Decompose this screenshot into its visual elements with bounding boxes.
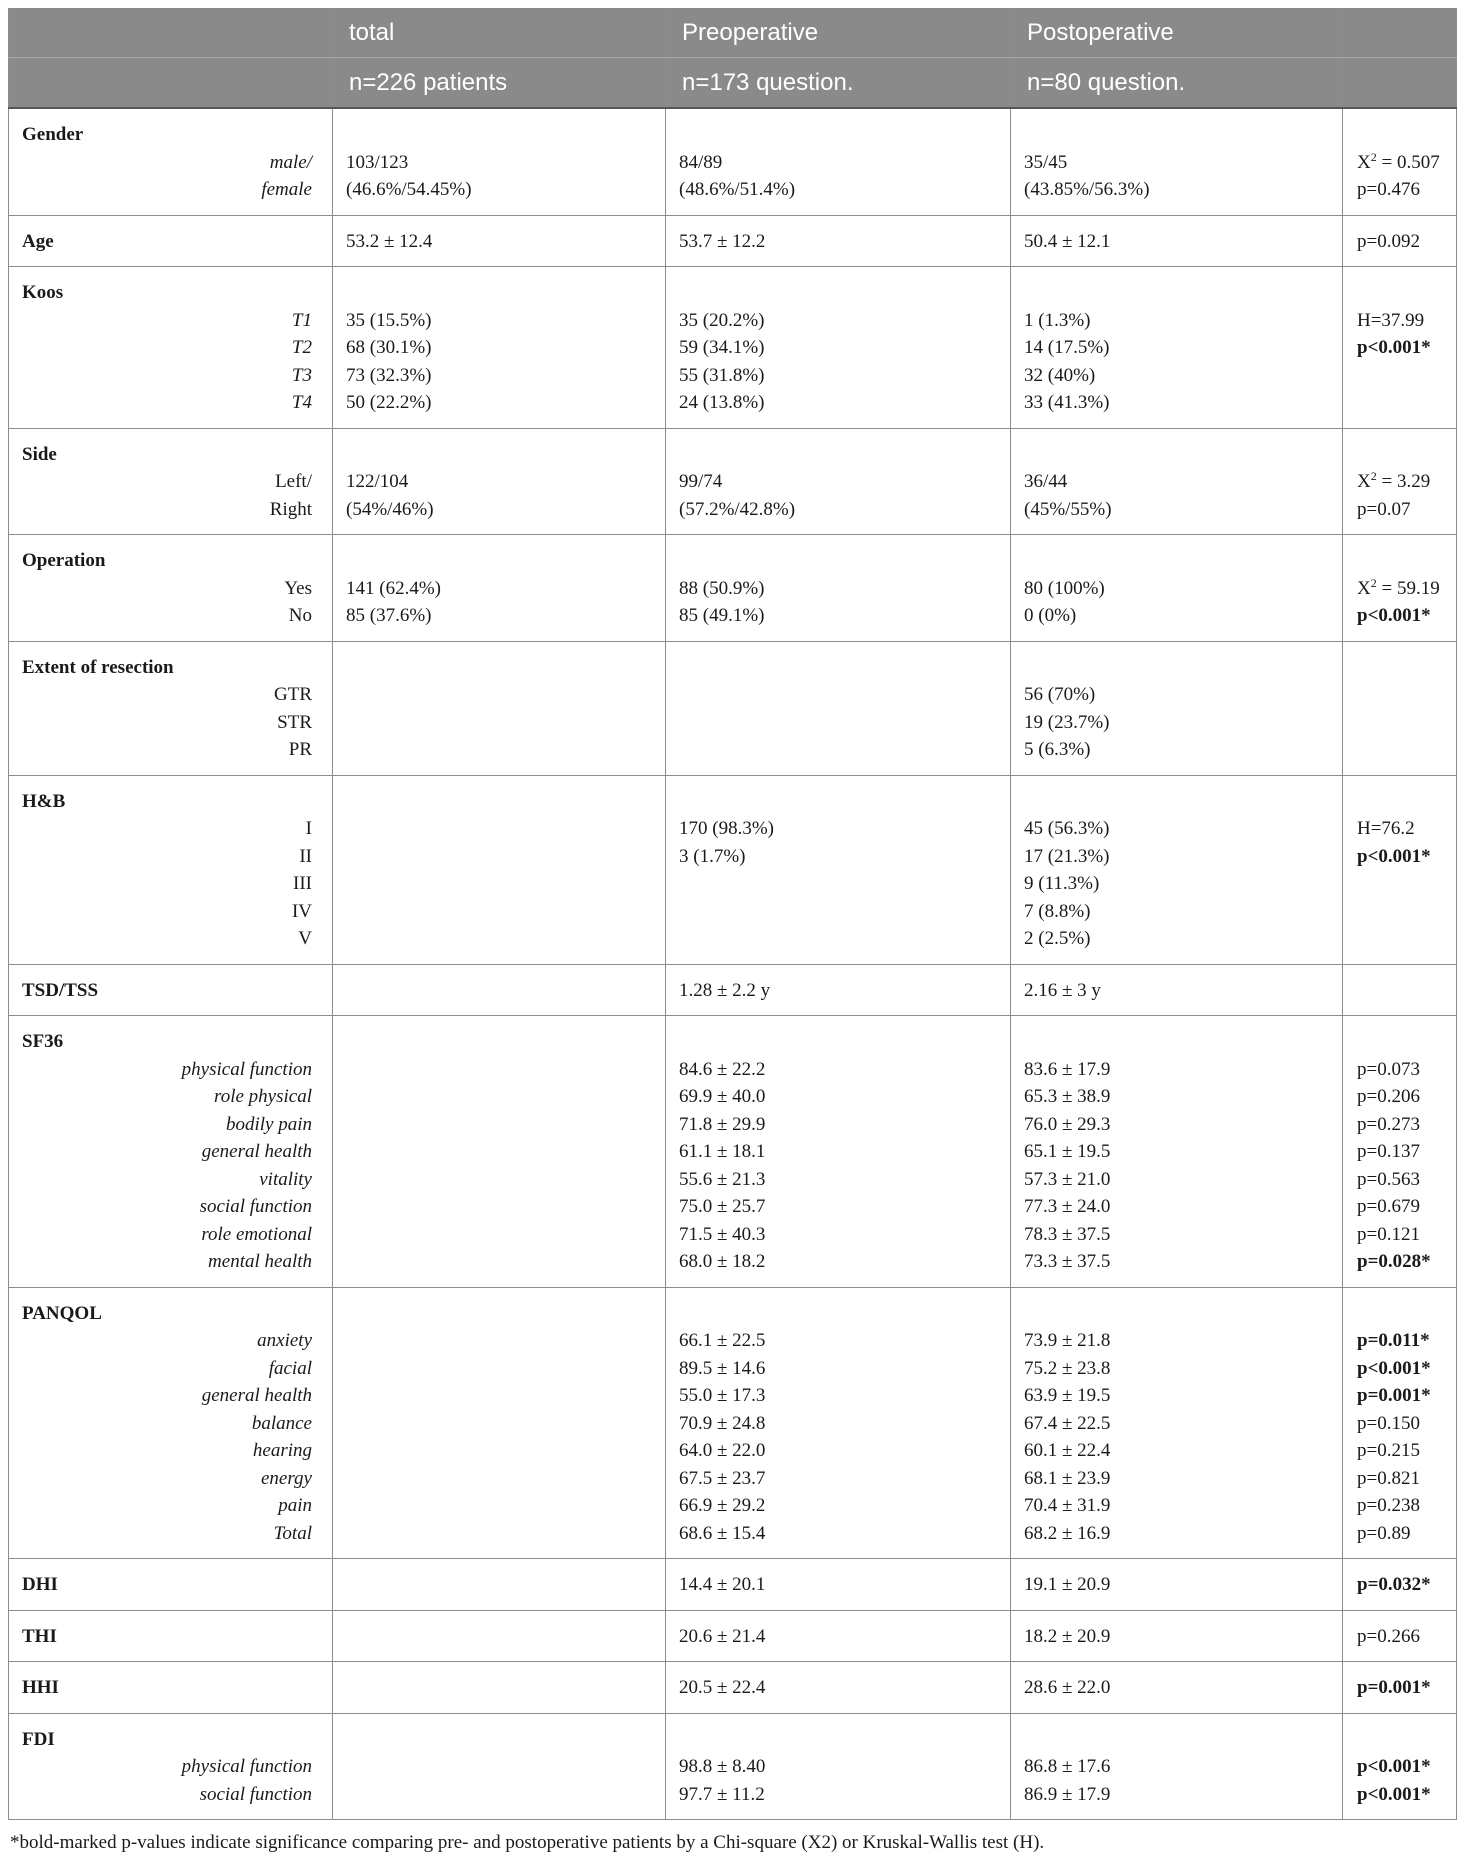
table-row (9, 1662, 1457, 1714)
p-value: p=0.07 (1357, 498, 1411, 520)
header-cell (9, 8, 333, 58)
preoperative-cell (666, 1287, 1011, 1559)
postoperative-cell (1011, 641, 1343, 775)
row-sublabel: general health (201, 1141, 312, 1162)
row-sublabel: T2 (291, 337, 312, 358)
postoperative-cell (1011, 108, 1343, 215)
row-label-cell (9, 641, 333, 775)
cell-value: 80 (100%) (1024, 577, 1105, 599)
p-value: p<0.001* (1357, 1357, 1431, 1379)
data-table (8, 8, 1457, 1820)
cell-value: 170 (98.3%) (679, 818, 774, 839)
row-label-cell (9, 1610, 333, 1662)
cell-value: 18.2 ± 20.9 (1024, 1625, 1111, 1647)
cell-value: (45%/55%) (1024, 498, 1112, 520)
cell-value: 89.5 ± 14.6 (679, 1357, 766, 1379)
p-value: p=0.092 (1357, 230, 1420, 252)
row-sublabel: mental health (208, 1251, 312, 1272)
cell-value: 14 (17.5%) (1024, 337, 1110, 358)
cell-value: 17 (21.3%) (1024, 845, 1110, 867)
table-row (9, 108, 1457, 215)
cell-value: (46.6%/54.45%) (346, 179, 472, 200)
row-sublabel: social function (199, 1196, 312, 1217)
row-label-cell (9, 1559, 333, 1611)
cell-value: 57.3 ± 21.0 (1024, 1168, 1111, 1190)
table-row (9, 535, 1457, 642)
cell-value: 53.7 ± 12.2 (679, 230, 766, 252)
row-label: TSD/TSS (22, 979, 99, 1001)
p-value: p=0.137 (1357, 1141, 1420, 1162)
header-cell: n=80 question. (1011, 58, 1343, 109)
row-sublabel: PR (288, 739, 312, 760)
postoperative-cell (1011, 215, 1343, 267)
total-cell (333, 1610, 666, 1662)
test-statistic: $X^2 = 3.29$ (1357, 469, 1431, 492)
cell-value: 50.4 ± 12.1 (1024, 230, 1111, 252)
p-value: p=0.001* (1357, 1385, 1431, 1406)
total-cell (333, 1559, 666, 1611)
cell-value: 86.9 ± 17.9 (1024, 1783, 1111, 1805)
total-cell (333, 1016, 666, 1288)
cell-value: 53.2 ± 12.4 (346, 230, 433, 252)
table-row (9, 641, 1457, 775)
cell-value: 0 (0%) (1024, 605, 1077, 626)
p-value: p=0.011* (1357, 1330, 1430, 1351)
row-sublabel: hearing (252, 1440, 312, 1461)
row-label: DHI (22, 1574, 58, 1595)
cell-value: 66.9 ± 29.2 (679, 1495, 766, 1516)
cell-value: 60.1 ± 22.4 (1024, 1440, 1111, 1461)
cell-value: 35/45 (1024, 151, 1068, 173)
row-label: Koos (22, 282, 64, 303)
cell-value: 77.3 ± 24.0 (1024, 1196, 1111, 1217)
cell-value: 68.0 ± 18.2 (679, 1251, 766, 1272)
row-sublabel: IV (291, 900, 312, 922)
test-statistic: $X^2 = 59.19$ (1357, 575, 1440, 599)
cell-value: 50 (22.2%) (346, 392, 432, 413)
row-label: FDI (22, 1728, 55, 1750)
row-sublabel: III (293, 873, 312, 894)
row-sublabel: Yes (284, 577, 312, 599)
row-sublabel: male/ (269, 151, 312, 173)
p-value: p<0.001* (1357, 1756, 1431, 1777)
row-sublabel: physical function (181, 1756, 312, 1777)
total-cell (333, 1287, 666, 1559)
cell-value: 84/89 (679, 151, 723, 173)
cell-value: 33 (41.3%) (1024, 392, 1110, 413)
preoperative-cell (666, 108, 1011, 215)
cell-value: 32 (40%) (1024, 364, 1096, 386)
row-sublabel: II (299, 845, 312, 867)
cell-value: 66.1 ± 22.5 (679, 1330, 766, 1351)
cell-value: 71.8 ± 29.9 (679, 1113, 766, 1135)
p-value: p<0.001* (1357, 1783, 1431, 1805)
cell-value: 76.0 ± 29.3 (1024, 1113, 1111, 1135)
row-label-cell (9, 964, 333, 1016)
cell-value: 24 (13.8%) (679, 392, 765, 413)
cell-value: 3 (1.7%) (679, 845, 746, 867)
row-sublabel: role physical (214, 1086, 312, 1107)
row-label: THI (22, 1625, 57, 1647)
cell-value: 2.16 ± 3 y (1024, 979, 1101, 1001)
cell-value: 73 (32.3%) (346, 364, 432, 386)
p-value: p=0.266 (1357, 1625, 1420, 1647)
preoperative-cell (666, 535, 1011, 642)
row-sublabel: female (261, 179, 312, 200)
total-cell (333, 267, 666, 429)
p-value: p=0.001* (1357, 1677, 1431, 1698)
p-value-cell (1343, 428, 1457, 535)
cell-value: 88 (50.9%) (679, 577, 765, 599)
cell-value: 86.8 ± 17.6 (1024, 1756, 1111, 1777)
row-label: Gender (22, 124, 84, 145)
header-row-1 (9, 8, 1457, 58)
cell-value: 1 (1.3%) (1024, 309, 1091, 331)
cell-value: 71.5 ± 40.3 (679, 1223, 766, 1245)
row-sublabel: anxiety (257, 1330, 312, 1351)
cell-value: (48.6%/51.4%) (679, 179, 796, 200)
p-value: p=0.206 (1357, 1086, 1420, 1107)
header-cell: n=173 question. (666, 58, 1011, 109)
p-value: p=0.121 (1357, 1223, 1420, 1245)
table-row (9, 215, 1457, 267)
cell-value: 78.3 ± 37.5 (1024, 1223, 1111, 1245)
cell-value: 67.5 ± 23.7 (679, 1467, 766, 1489)
row-sublabel: physical function (181, 1058, 312, 1080)
row-label-cell (9, 215, 333, 267)
preoperative-cell (666, 964, 1011, 1016)
cell-value: 67.4 ± 22.5 (1024, 1412, 1111, 1434)
cell-value: 36/44 (1024, 471, 1068, 492)
row-label: Side (22, 443, 57, 465)
postoperative-cell (1011, 1287, 1343, 1559)
row-label-cell (9, 535, 333, 642)
cell-value: 35 (20.2%) (679, 309, 765, 331)
row-sublabel: bodily pain (225, 1113, 312, 1135)
cell-value: (57.2%/42.8%) (679, 498, 796, 520)
p-value-cell (1343, 775, 1457, 964)
preoperative-cell (666, 1662, 1011, 1714)
row-sublabel: role emotional (201, 1223, 312, 1245)
row-sublabel: GTR (274, 684, 312, 705)
row-sublabel: energy (261, 1467, 312, 1489)
row-label-cell (9, 1662, 333, 1714)
cell-value: 35 (15.5%) (346, 309, 432, 331)
cell-value: 19 (23.7%) (1024, 711, 1110, 733)
preoperative-cell (666, 215, 1011, 267)
p-value: p=0.476 (1357, 179, 1420, 200)
postoperative-cell (1011, 535, 1343, 642)
header-cell: total (333, 8, 666, 58)
postoperative-cell (1011, 1610, 1343, 1662)
row-sublabel: T3 (291, 364, 312, 386)
cell-value: 20.5 ± 22.4 (679, 1677, 766, 1698)
total-cell (333, 641, 666, 775)
row-label-cell (9, 1287, 333, 1559)
table-row (9, 1016, 1457, 1288)
cell-value: 55.6 ± 21.3 (679, 1168, 766, 1190)
cell-value: 69.9 ± 40.0 (679, 1086, 766, 1107)
p-value-cell (1343, 1610, 1457, 1662)
row-sublabel: I (305, 818, 312, 839)
cell-value: 122/104 (346, 471, 409, 492)
p-value: p=0.821 (1357, 1467, 1420, 1489)
cell-value: 55.0 ± 17.3 (679, 1385, 766, 1406)
cell-value: 56 (70%) (1024, 684, 1096, 705)
row-label: Age (22, 230, 54, 252)
header-cell: Postoperative (1011, 8, 1343, 58)
table-row (9, 1713, 1457, 1820)
table-row (9, 1610, 1457, 1662)
total-cell (333, 1713, 666, 1820)
cell-value: 14.4 ± 20.1 (679, 1574, 766, 1595)
row-sublabel: Left/ (275, 471, 312, 492)
p-value: p=0.273 (1357, 1113, 1420, 1135)
cell-value: 103/123 (346, 151, 409, 173)
postoperative-cell (1011, 267, 1343, 429)
header-cell: Preoperative (666, 8, 1011, 58)
p-value-cell (1343, 1713, 1457, 1820)
cell-value: 85 (37.6%) (346, 605, 432, 626)
row-sublabel: vitality (259, 1168, 312, 1190)
cell-value: 59 (34.1%) (679, 337, 765, 358)
cell-value: 20.6 ± 21.4 (679, 1625, 766, 1647)
cell-value: 70.9 ± 24.8 (679, 1412, 766, 1434)
row-label: Extent of resection (22, 656, 174, 678)
row-label: H&B (22, 790, 66, 812)
cell-value: 99/74 (679, 471, 723, 492)
preoperative-cell (666, 1016, 1011, 1288)
preoperative-cell (666, 428, 1011, 535)
p-value: p<0.001* (1357, 337, 1431, 358)
preoperative-cell (666, 1610, 1011, 1662)
p-value: p=0.028* (1357, 1251, 1431, 1272)
row-sublabel: general health (201, 1385, 312, 1406)
row-label: PANQOL (22, 1302, 102, 1324)
row-label-cell (9, 428, 333, 535)
cell-value: 141 (62.4%) (346, 577, 441, 599)
row-label-cell (9, 108, 333, 215)
p-value-cell (1343, 1559, 1457, 1611)
header-cell (1343, 8, 1457, 58)
table-row (9, 964, 1457, 1016)
p-value-cell (1343, 267, 1457, 429)
cell-value: 64.0 ± 22.0 (679, 1440, 766, 1461)
cell-value: 28.6 ± 22.0 (1024, 1677, 1111, 1698)
header-cell (1343, 58, 1457, 109)
cell-value: 75.0 ± 25.7 (679, 1196, 766, 1217)
cell-value: (54%/46%) (346, 498, 434, 520)
row-sublabel: balance (251, 1412, 312, 1434)
row-sublabel: Right (269, 498, 312, 520)
cell-value: 73.9 ± 21.8 (1024, 1330, 1111, 1351)
cell-value: 73.3 ± 37.5 (1024, 1251, 1111, 1272)
cell-value: 2 (2.5%) (1024, 928, 1091, 949)
header-cell (9, 58, 333, 109)
table-row (9, 1559, 1457, 1611)
cell-value: 45 (56.3%) (1024, 818, 1110, 839)
cell-value: 65.1 ± 19.5 (1024, 1141, 1111, 1162)
p-value: p=0.150 (1357, 1412, 1420, 1434)
row-sublabel: STR (277, 711, 312, 733)
row-sublabel: Total (273, 1522, 312, 1544)
row-sublabel: No (288, 605, 312, 626)
p-value: p=0.238 (1357, 1495, 1420, 1516)
total-cell (333, 775, 666, 964)
p-value: p<0.001* (1357, 845, 1431, 867)
postoperative-cell (1011, 1713, 1343, 1820)
cell-value: 68.2 ± 16.9 (1024, 1522, 1111, 1544)
p-value-cell (1343, 1016, 1457, 1288)
row-sublabel: facial (268, 1357, 312, 1379)
table-row (9, 428, 1457, 535)
total-cell (333, 215, 666, 267)
postoperative-cell (1011, 428, 1343, 535)
header-cell: n=226 patients (333, 58, 666, 109)
preoperative-cell (666, 1713, 1011, 1820)
postoperative-cell (1011, 1016, 1343, 1288)
row-label-cell (9, 267, 333, 429)
p-value: p=0.032* (1357, 1574, 1431, 1595)
total-cell (333, 108, 666, 215)
footnote: *bold-marked p-values indicate significance comparing pre- and postoperative patients by a Chi-square (X2) or Kruskal-Wallis test (H). (10, 1832, 1045, 1853)
cell-value: 63.9 ± 19.5 (1024, 1385, 1111, 1406)
postoperative-cell (1011, 775, 1343, 964)
cell-value: 7 (8.8%) (1024, 900, 1091, 922)
cell-value: 85 (49.1%) (679, 605, 765, 626)
p-value-cell (1343, 215, 1457, 267)
row-sublabel: pain (278, 1495, 312, 1516)
p-value: p=0.679 (1357, 1196, 1420, 1217)
cell-value: 9 (11.3%) (1024, 873, 1100, 894)
table-container (8, 8, 1456, 1854)
row-label-cell (9, 1713, 333, 1820)
table-row (9, 1287, 1457, 1559)
row-sublabel: T4 (291, 392, 312, 413)
header-row-2 (9, 58, 1457, 109)
row-label: SF36 (22, 1031, 64, 1052)
cell-value: 83.6 ± 17.9 (1024, 1058, 1111, 1080)
row-label: Operation (22, 550, 106, 571)
test-statistic: $X^2 = 0.507$ (1357, 149, 1440, 173)
preoperative-cell (666, 641, 1011, 775)
p-value-cell (1343, 641, 1457, 775)
row-sublabel: social function (199, 1783, 312, 1805)
row-label-cell (9, 775, 333, 964)
table-row (9, 775, 1457, 964)
cell-value: 68.1 ± 23.9 (1024, 1467, 1111, 1489)
preoperative-cell (666, 267, 1011, 429)
cell-value: 70.4 ± 31.9 (1024, 1495, 1111, 1516)
preoperative-cell (666, 1559, 1011, 1611)
cell-value: 65.3 ± 38.9 (1024, 1086, 1111, 1107)
p-value: p=0.563 (1357, 1168, 1420, 1190)
p-value-cell (1343, 1287, 1457, 1559)
row-label-cell (9, 1016, 333, 1288)
row-sublabel: V (298, 928, 312, 949)
cell-value: 1.28 ± 2.2 y (679, 979, 771, 1001)
table-row (9, 267, 1457, 429)
p-value-cell (1343, 108, 1457, 215)
p-value: p=0.073 (1357, 1058, 1420, 1080)
postoperative-cell (1011, 964, 1343, 1016)
cell-value: 84.6 ± 22.2 (679, 1058, 766, 1080)
cell-value: 75.2 ± 23.8 (1024, 1357, 1111, 1379)
p-value: p=0.89 (1357, 1522, 1411, 1544)
p-value: p<0.001* (1357, 605, 1431, 626)
cell-value: 68.6 ± 15.4 (679, 1522, 766, 1544)
cell-value: 61.1 ± 18.1 (679, 1141, 766, 1162)
row-label: HHI (22, 1677, 59, 1698)
cell-value: 19.1 ± 20.9 (1024, 1574, 1111, 1595)
postoperative-cell (1011, 1662, 1343, 1714)
cell-value: 5 (6.3%) (1024, 739, 1091, 760)
cell-value: 98.8 ± 8.40 (679, 1756, 766, 1777)
cell-value: 68 (30.1%) (346, 337, 432, 358)
row-sublabel: T1 (291, 309, 312, 331)
total-cell (333, 1662, 666, 1714)
p-value-cell (1343, 535, 1457, 642)
total-cell (333, 535, 666, 642)
cell-value: 97.7 ± 11.2 (679, 1783, 765, 1805)
cell-value: 55 (31.8%) (679, 364, 765, 386)
p-value: H=37.99 (1357, 309, 1425, 331)
total-cell (333, 428, 666, 535)
total-cell (333, 964, 666, 1016)
p-value: H=76.2 (1357, 818, 1415, 839)
p-value-cell (1343, 964, 1457, 1016)
p-value: p=0.215 (1357, 1440, 1420, 1461)
cell-value: (43.85%/56.3%) (1024, 179, 1150, 200)
p-value-cell (1343, 1662, 1457, 1714)
postoperative-cell (1011, 1559, 1343, 1611)
preoperative-cell (666, 775, 1011, 964)
